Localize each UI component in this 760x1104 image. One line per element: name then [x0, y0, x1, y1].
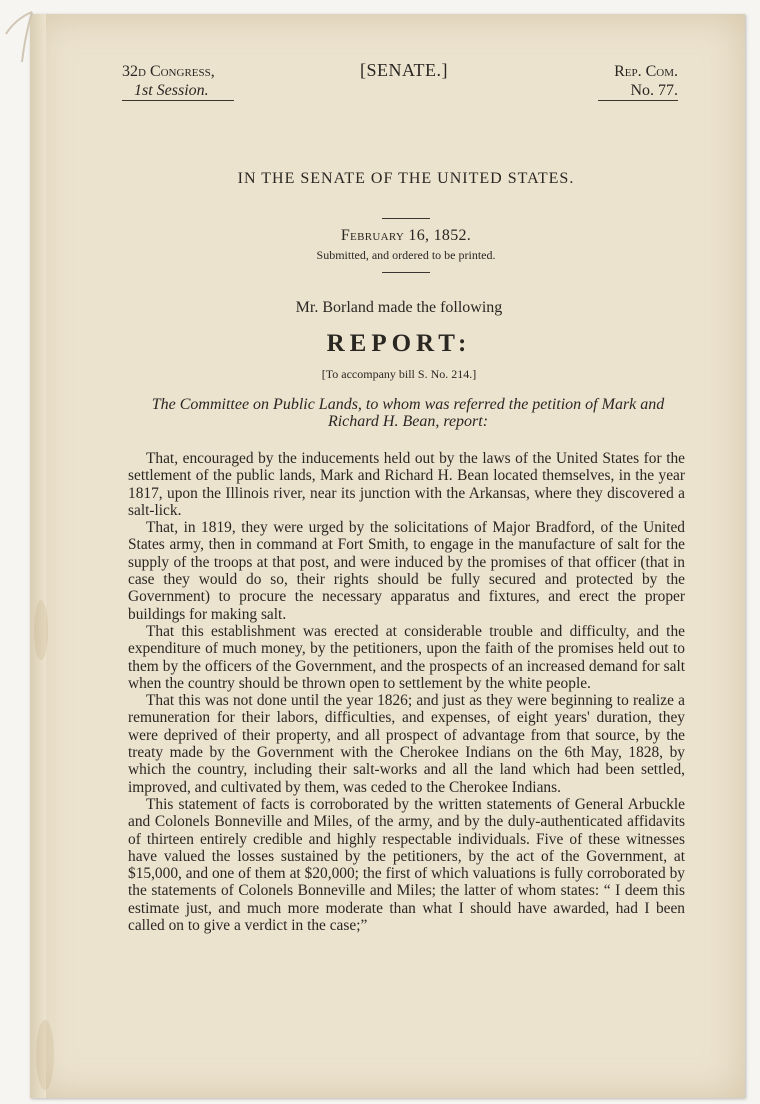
made-by-line: Mr. Borland made the following [295, 299, 503, 316]
committee-intro: The Committee on Public Lands, to whom was referred the petition of Mark and Richard H. Bean, report: [151, 396, 665, 430]
binding-thread-icon [2, 4, 42, 64]
paragraph: That, in 1819, they were urged by the solicitations of Major Bradford, of the United States army, then in command at Fort Smith, to engage in the manufacture of salt for the supply of the troops at that post, and were induced by the promises of that officer (that in case they would do so, their rights should be fully secured and protected by the Government) to procure the necessary apparatus and fixtures, and erect the proper buildings for making salt. [128, 519, 685, 623]
page-title: IN THE SENATE OF THE UNITED STATES. [237, 170, 575, 187]
chamber-label: [SENATE.] [360, 60, 448, 80]
divider [382, 272, 430, 273]
paragraph: That this was not done until the year 1826; and just as they were beginning to realize a remuneration for their labors, difficulties, and expenses, of eight years' duration, they were deprived of their property, and all prospect of advantage from that source, by the treaty made by the Government with the Cherokee Indians on the 6th May, 1828, by which the country, including their salt-works and all the land which had been settled, improved, and cultivated by them, was ceded to the Cherokee Indians. [128, 692, 685, 796]
paragraph: That, encouraged by the inducements held out by the laws of the United States for the settlement of the public lands, Mark and Richard H. Bean located themselves, in the year 1817, upon the Illinois river, near its junction with the Arkansas, where they discovered a salt-lick. [128, 450, 685, 519]
rep-com-label: Rep. Com. [614, 63, 678, 80]
report-heading: REPORT: [326, 330, 472, 357]
number-label: No. 77. [598, 81, 678, 101]
congress-label: 32d Congress, [122, 63, 215, 80]
accompany-note: [To accompany bill S. No. 214.] [321, 367, 477, 381]
report-number [598, 62, 678, 101]
paragraph: That this establishment was erected at considerable trouble and difficulty, and the expenditure of much money, by the petitioners, upon the faith of the promises held out to them by the officers of the Government, and the prospects of an increased demand for salt when the country should be thrown open to settlement by the white people. [128, 622, 685, 692]
session-label: 1st Session. [122, 81, 234, 101]
report-date: February 16, 1852. [340, 227, 472, 244]
paragraph: This statement of facts is corroborated by the written statements of General Arbuckle and Colonels Bonneville and Miles, of the army, and by the duly-authenticated affidavits of thirteen entirely credible and highly respectable individuals. Five of these witnesses have valued the losses sustained by the petitioners, by the act of the Government, at $15,000, and one of them at $20,000; the first of which valuations is fully corroborated by the statements of Colonels Bonneville and Miles; the latter of whom states: “ I deem this estimate just, and much more moderate than what I should have awarded, had I been called on to give a verdict in the case;” [128, 795, 685, 935]
submitted-note: Submitted, and ordered to be printed. [316, 248, 496, 262]
congress-session [122, 62, 234, 101]
report-body [128, 450, 685, 934]
divider [382, 218, 430, 219]
